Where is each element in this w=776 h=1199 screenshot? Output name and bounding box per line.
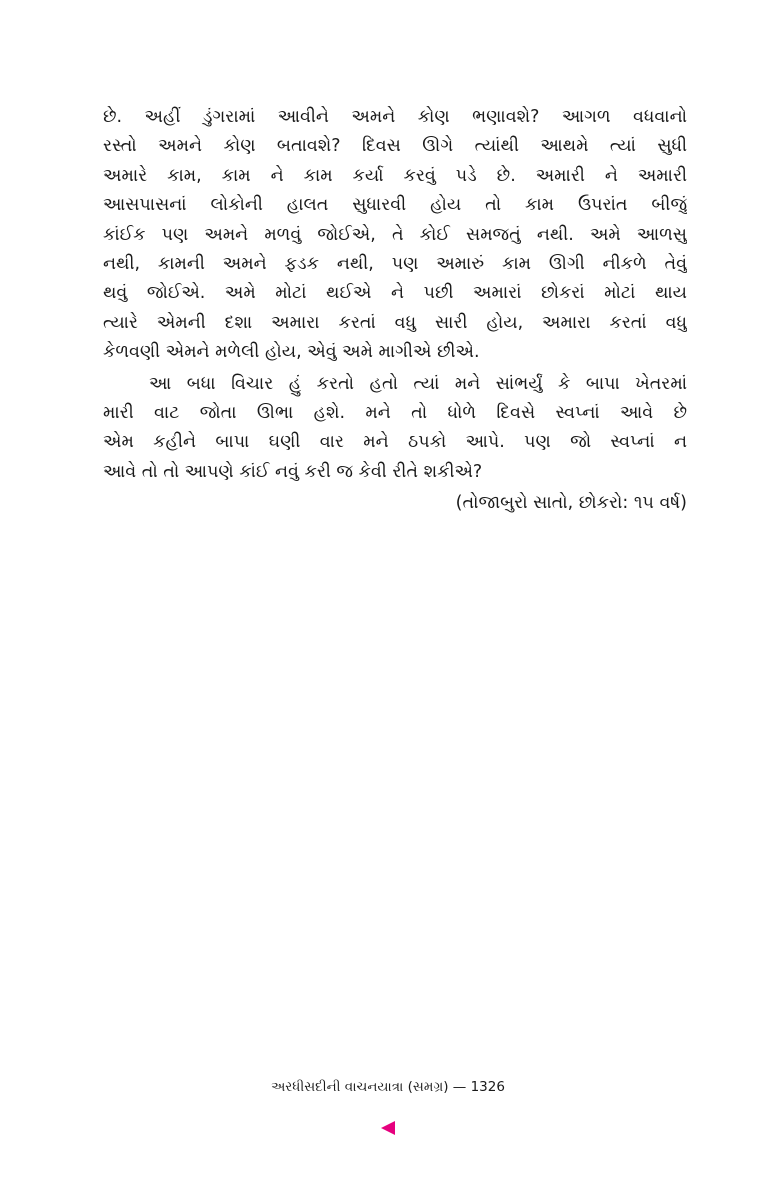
text-line: છે. અહીં ડુંગરામાં આવીને અમને કોણ ભણાવશે? આગળ વધવાનો: [103, 107, 687, 127]
text-line: નથી, કામની અમને ફડક નથી, પણ અમારું કામ ઊગી નીકળે તેવું: [103, 253, 687, 274]
text-line: એમ કહીને બાપા ઘણી વાર મને ઠપકો આપે. પણ જો સ્વપ્નાં ન: [103, 432, 687, 453]
text-line: કેળવણી એમને મળેલી હોય, એવું અમે માગીએ છીએ.: [103, 342, 480, 363]
text-line: આ બધા વિચાર હું કરતો હતો ત્યાં મને સાંભર્યું કે બાપા ખેતરમાં: [149, 373, 687, 394]
text-line: અમારે કામ, કામ ને કામ કર્યા કરવું પડે છે. અમારી ને અમારી: [103, 165, 687, 186]
text-line: રસ્તો અમને કોણ બતાવશે? દિવસ ઊગે ત્યાંથી આથમે ત્યાં સુધી: [103, 136, 687, 157]
triangle-left-icon[interactable]: [381, 1121, 395, 1135]
text-line: થવું જોઈએ. અમે મોટાં થઈએ ને પછી અમારાં છોકરાં મોટાં થાય: [103, 283, 687, 304]
text-line: ત્યારે એમની દશા અમારા કરતાં વધુ સારી હોય, અમારા કરતાં વધુ: [103, 312, 687, 333]
text-line: મારી વાટ જોતા ઊભા હશે. મને તો ધોળે દિવસે સ્વપ્નાં આવે છે: [103, 402, 687, 423]
text-line: આવે તો તો આપણે કાંઈ નવું કરી જ કેવી રીતે શકીએ?: [103, 461, 483, 482]
text-line: આસપાસનાં લોકોની હાલત સુધારવી હોય તો કામ ઉપરાંત બીજું: [103, 195, 687, 216]
body-text: [103, 103, 687, 519]
text-line: કાંઈક પણ અમને મળવું જોઈએ, તે કોઈ સમજતું નથી. અમે આળસુ: [103, 224, 687, 245]
paragraph-1: [103, 103, 687, 368]
attribution: (તોજાબુરો સાતો, છોકરો: ૧૫ વર્ષ): [455, 493, 687, 514]
page-footer: અરધીસદીની વાચનયાત્રા (સમગ્ર) — 1326: [271, 1079, 505, 1095]
paragraph-2: [103, 370, 687, 488]
